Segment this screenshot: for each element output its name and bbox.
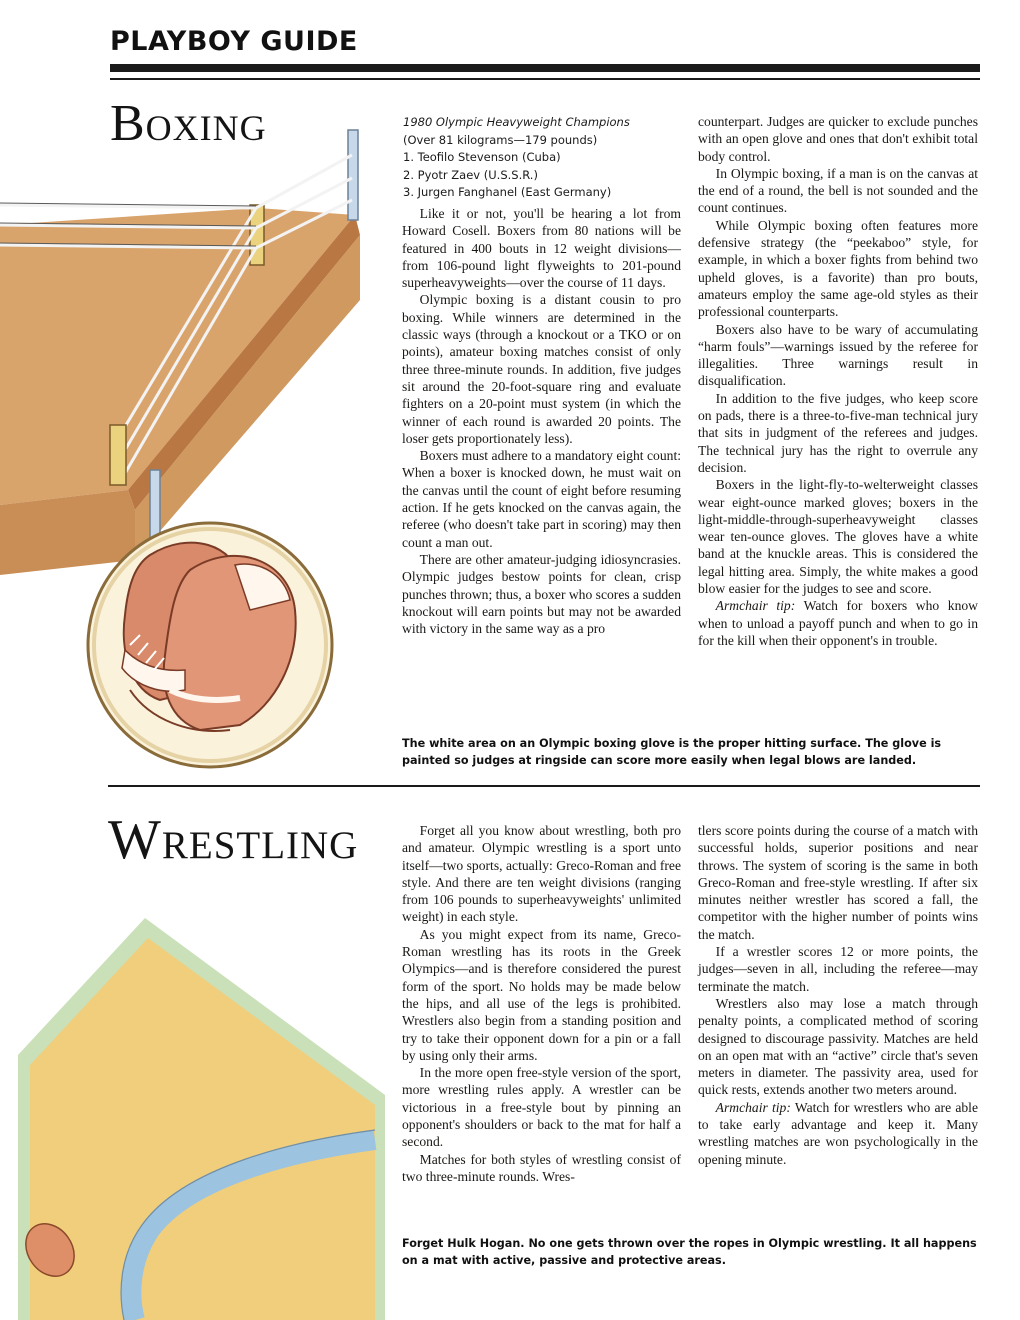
boxing-paragraph: There are other amateur-judging idiosyncrasies. Olympic judges bestow points for clean, crisp punches thrown; thus, a boxer who scores a sudden knockout will earn points but may not be awarded with victory in the same way as a pro <box>402 551 681 637</box>
guide-title: PLAYBOY GUIDE <box>110 26 358 57</box>
boxing-paragraph: While Olympic boxing often features more defensive strategy (the “peekaboo” style, for example, in which a boxer fights from behind two upheld gloves, is a favorite) than pro bouts, amateurs employ the same age-old styles as their professional counterparts. <box>698 217 978 320</box>
mat-protective-border <box>18 918 385 1320</box>
boxing-caption: The white area on an Olympic boxing glove is the proper hitting surface. The glove is painted so judges at ringside can score more easily when legal blows are landed. <box>402 737 942 767</box>
boxing-paragraph: Boxers in the light-fly-to-welterweight classes wear eight-ounce marked gloves; boxers in the light-middle-through-superheavyweight classes wear ten-ounce gloves. The gloves have a white band at the knuckle areas. This is considered the legal hitting area. Simply, the white makes a good blow easier for the judges to see and score. <box>698 477 978 597</box>
boxing-paragraph: Boxers must adhere to a mandatory eight count: When a boxer is knocked down, he must wait on the canvas until the count of eight before resuming action. If he gets knocked on the canvas again, the referee (who doesn't take part in scoring) may then count a man out. <box>402 448 681 550</box>
wrestling-paragraph: tlers score points during the course of a match with successful holds, superior positions and near throws. The system of scoring is the same in both Greco-Roman and free-style wrestling. If after six minutes neither wrestler has scored a fall, the competitor with the higher number of points wins the match. <box>698 823 978 942</box>
wrestling-column-1 <box>402 822 681 1185</box>
ring-apron-front <box>0 490 135 575</box>
champions-list <box>403 114 683 202</box>
boxing-paragraph: Like it or not, you'll be hearing a lot from Howard Cosell. Boxers from 80 nations will be featured in 400 bouts in 12 weight divisions—from 106-pound light flyweights to 201-pound superheavyweights—over the course of 11 days. <box>402 206 681 291</box>
champion-2: 2. Pyotr Zaev (U.S.S.R.) <box>403 167 538 182</box>
boxing-paragraph: In Olympic boxing, if a man is on the canvas at the end of a round, the bell is not sounded and the count continues. <box>698 165 978 216</box>
tip-text: Watch for boxers who know when to unload a payoff punch and when to go in for the kill when their opponent's in trouble. <box>698 598 979 648</box>
wrestling-paragraph: Matches for both styles of wrestling consist of two three-minute rounds. Wres- <box>402 1151 681 1184</box>
mat-active-circle <box>131 1140 375 1320</box>
corner-pad-front <box>110 425 126 485</box>
champions-weight-class: (Over 81 kilograms—179 pounds) <box>403 132 598 147</box>
corner-post-back <box>348 130 358 220</box>
champions-title: 1980 Olympic Heavyweight Champions <box>403 115 630 129</box>
boxing-armchair-tip <box>698 597 978 649</box>
boxing-column-2 <box>698 113 978 649</box>
tip-text: Watch for wrestlers who are able to take early advantage and keep it. Many wrestling matches are won psychologically in the opening minute. <box>698 1099 978 1167</box>
mat-center-marker <box>16 1214 84 1285</box>
section-divider <box>108 785 980 787</box>
boxing-column-1 <box>402 205 681 637</box>
mat-surface <box>30 938 375 1320</box>
boxing-paragraph: counterpart. Judges are quicker to exclude punches with an open glove and ones that don't exhibit total body control. <box>698 114 978 164</box>
boxing-title: Boxing <box>110 95 267 152</box>
champion-1: 1. Teofilo Stevenson (Cuba) <box>403 150 561 164</box>
wrestling-armchair-tip <box>698 1099 978 1168</box>
boxing-paragraph: In addition to the five judges, who keep score on pads, there is a three-to-five-man technical jury that sits in judgment of the referees and judges. The technical jury has the right to overrule any decision. <box>698 390 978 475</box>
boxing-paragraph: Boxers also have to be wary of accumulating “harm fouls”—warnings issued by the referee for illegalities. Three warnings result in disqualification. <box>698 321 978 389</box>
wrestling-paragraph: If a wrestler scores 12 or more points, the judges—seven in all, including the referee—may terminate the match. <box>698 944 978 994</box>
boxing-paragraph: Olympic boxing is a distant cousin to pro boxing. While winners are determined in the classic ways (through a knockout or a TKO or on points), amateur boxing matches consist of only three three-minute rounds. In addition, five judges sit around the 20-foot-square ring and evaluate fighters on a 20-point must system (in which the winner of each round is awarded 20 points. The loser gets proportionately less). <box>402 292 681 446</box>
tip-label: Armchair tip: <box>715 1099 791 1115</box>
tip-label: Armchair tip: <box>715 598 796 614</box>
wrestling-paragraph: In the more open free-style version of the sport, more wrestling rules apply. A wrestler can be victorious in a free-style bout by pinning an opponent's shoulders or back to the mat for half a second. <box>402 1065 681 1150</box>
wrestling-column-2 <box>698 822 978 1168</box>
wrestling-paragraph: Wrestlers also may lose a match through penalty points, a complicated method of scoring designed to discourage passivity. Matches are held on an open mat with an “active” circle that's seven meters in diameter. The passivity area, used for quick rests, extends another two meters around. <box>698 995 978 1098</box>
champion-3: 3. Jurgen Fanghanel (East Germany) <box>403 185 612 199</box>
wrestling-paragraph: Forget all you know about wrestling, both pro and amateur. Olympic wrestling is a sport unto itself—two sports, actually: Greco-Roman and free style. And there are ten weight divisions (ranging from 106 pounds to superheavyweights' unlimited weight) in each style. <box>402 823 681 925</box>
wrestling-caption: Forget Hulk Hogan. No one gets thrown over the ropes in Olympic wrestling. It all happens on a mat with active, passive and protective areas. <box>402 1237 977 1267</box>
wrestling-title: Wrestling <box>108 809 359 871</box>
wrestling-paragraph: As you might expect from its name, Greco-Roman wrestling has its roots in the Greek Olympics—and is therefore considered the purest form of the sport. No holds may be made below the hips, and all use of the legs is prohibited. Wrestlers also begin from a standing position and try to take their opponent down for a pin or a fall by using only their arms. <box>402 926 681 1063</box>
